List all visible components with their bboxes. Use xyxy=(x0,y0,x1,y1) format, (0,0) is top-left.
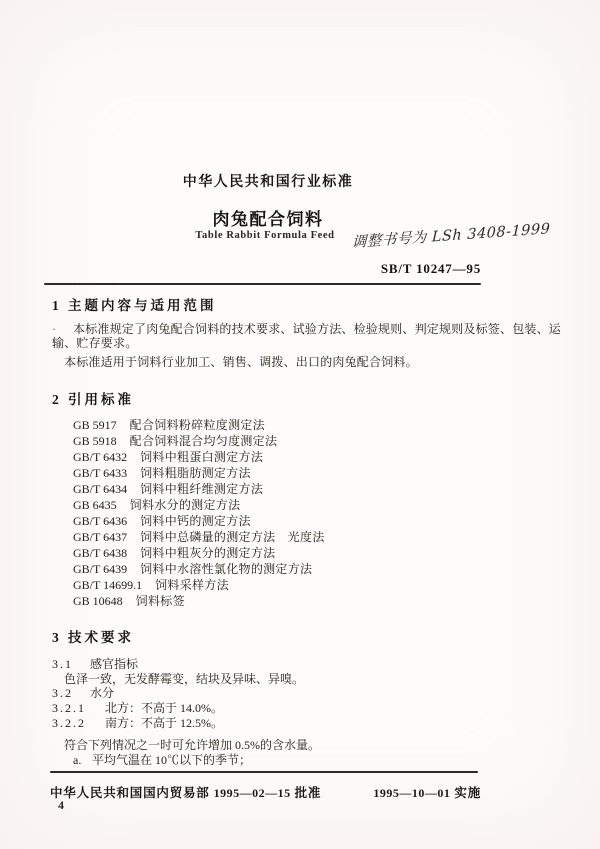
section-2-title: 引用标准 xyxy=(68,392,134,407)
reference-code: GB 5918 xyxy=(73,434,117,448)
section-3-title: 技术要求 xyxy=(68,630,134,645)
reference-code: GB/T 6434 xyxy=(73,482,128,496)
reference-code: GB 5917 xyxy=(73,418,117,432)
reference-code: GB/T 6436 xyxy=(73,514,128,528)
footer-implementation xyxy=(311,783,481,801)
clause-3-2-title: 水分 xyxy=(90,686,115,700)
scope-paragraph-line-1 xyxy=(52,322,561,336)
section-1-number: 1 xyxy=(52,298,59,313)
footer-rule xyxy=(50,771,478,773)
reference-code: GB/T 6437 xyxy=(73,530,128,544)
scope-paragraph-line-2: 输、贮存要求。 xyxy=(52,336,138,350)
section-3-number: 3 xyxy=(52,630,59,645)
approval-date: 1995—02—15 xyxy=(213,786,291,800)
reference-item xyxy=(73,465,325,481)
reference-item xyxy=(73,513,325,529)
list-item-a xyxy=(73,751,251,768)
reference-title: 饲料中水溶性氯化物的测定方法 xyxy=(140,562,313,576)
page-number: 4 xyxy=(58,798,64,812)
clause-3-2-2 xyxy=(52,714,223,731)
reference-title: 配合饲料粉碎粒度测定法 xyxy=(129,418,265,432)
reference-title: 饲料水分的测定方法 xyxy=(129,498,241,512)
section-2-number: 2 xyxy=(52,392,59,407)
list-item-a-text: 平均气温在 10℃以下的季节； xyxy=(92,753,252,767)
reference-title: 饲料粗脂肪测定方法 xyxy=(140,466,251,480)
reference-title: 饲料中钙的测定方法 xyxy=(140,514,251,528)
reference-title: 饲料中粗纤维测定方法 xyxy=(140,482,264,496)
reference-item xyxy=(73,577,325,593)
applicability-paragraph: 本标准适用于饲料行业加工、销售、调拨、出口的肉兔配合饲料。 xyxy=(64,355,418,369)
clause-3-1-number: 3.1 xyxy=(52,657,73,671)
doc-title: 肉兔配合饲料 xyxy=(212,210,324,229)
section-3-heading xyxy=(52,626,134,646)
reference-item xyxy=(73,497,325,513)
approval-organization: 中华人民共和国国内贸易部 xyxy=(50,786,210,800)
clause-3-1-title: 感官指标 xyxy=(90,657,139,671)
list-item-a-label: a. xyxy=(73,753,82,767)
section-2-heading xyxy=(52,388,134,408)
section-1-heading xyxy=(52,294,217,314)
reference-title: 饲料标签 xyxy=(135,594,185,608)
reference-code: GB/T 14699.1 xyxy=(73,578,143,592)
reference-code: GB 6435 xyxy=(73,498,117,512)
reference-title: 饲料采样方法 xyxy=(155,578,229,592)
reference-title: 饲料中粗灰分的测定方法 xyxy=(140,546,276,560)
standard-number: SB/T 10247—95 xyxy=(380,261,481,276)
clause-3-2-2-number: 3.2.2 xyxy=(52,716,86,730)
reference-code: GB/T 6432 xyxy=(73,450,128,464)
header-rule xyxy=(44,283,481,285)
section-1-title: 主题内容与适用范围 xyxy=(68,298,217,313)
reference-title: 饲料中粗蛋白测定方法 xyxy=(140,450,264,464)
implementation-date: 1995—10—01 xyxy=(373,786,451,800)
reference-standards-list xyxy=(73,417,325,609)
reference-item xyxy=(73,433,325,449)
reference-title: 饲料中总磷量的测定方法 光度法 xyxy=(140,530,325,544)
moisture-allowance-note: 符合下列情况之一时可允许增加 0.5%的含水量。 xyxy=(64,738,320,752)
reference-code: GB/T 6439 xyxy=(73,562,128,576)
reference-code: GB/T 6438 xyxy=(73,546,128,560)
reference-item xyxy=(73,481,325,497)
reference-item xyxy=(73,561,325,577)
clause-3-2-2-text: 南方：不高于 12.5%。 xyxy=(105,716,223,730)
reference-item xyxy=(73,529,325,545)
footer-approval xyxy=(50,783,321,801)
approval-label: 批准 xyxy=(294,786,322,800)
implementation-label: 实施 xyxy=(454,786,481,800)
doc-class-heading: 中华人民共和国行业标准 xyxy=(182,173,354,189)
scope-text-1: 本标准规定了肉兔配合饲料的技术要求、试验方法、检验规则、判定规则及标签、包装、运 xyxy=(73,322,562,336)
reference-item xyxy=(73,417,325,433)
stray-dot-mark: · xyxy=(52,322,57,336)
reference-title: 配合饲料混合均匀度测定法 xyxy=(129,434,278,448)
handwritten-annotation: 调整书号为 LSh 3408-1999 xyxy=(351,221,551,252)
reference-code: GB 10648 xyxy=(73,594,123,608)
reference-code: GB/T 6433 xyxy=(73,466,128,480)
reference-item xyxy=(73,449,325,465)
reference-item xyxy=(73,545,325,561)
doc-title-english: Table Rabbit Formula Feed xyxy=(195,230,335,241)
reference-item xyxy=(73,593,325,609)
clause-3-1-body: 色泽一致，无发酵霉变，结块及异味、异嗅。 xyxy=(64,672,305,686)
clause-3-2-number: 3.2 xyxy=(52,686,73,700)
clause-3-2-1-text: 北方：不高于 14.0%。 xyxy=(105,701,223,715)
clause-3-2-1-number: 3.2.1 xyxy=(52,701,86,715)
